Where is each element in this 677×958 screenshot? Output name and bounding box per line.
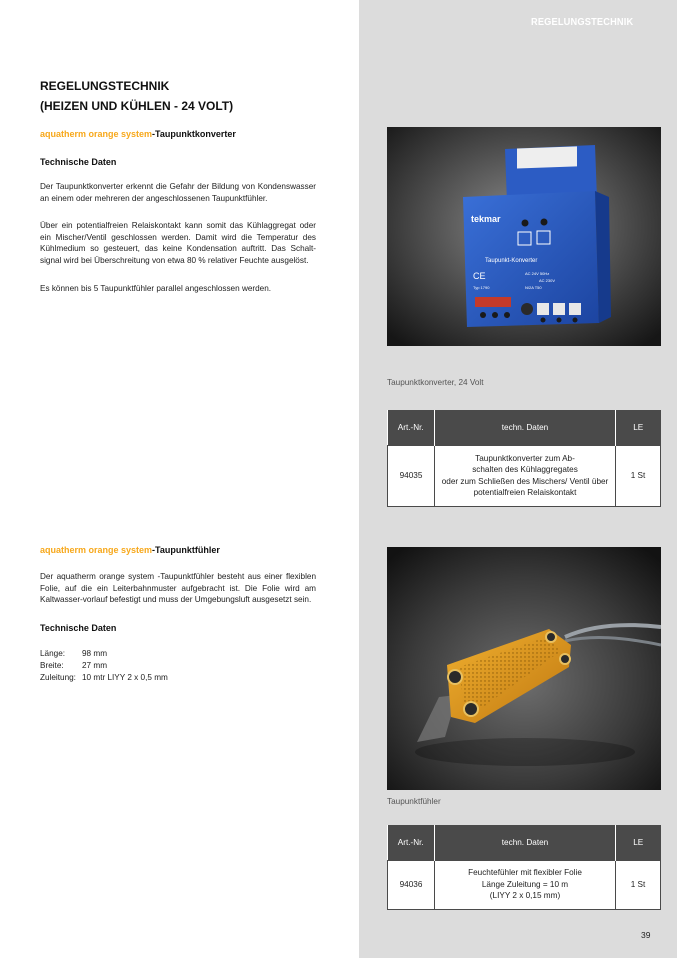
- cell-tech-data: [435, 445, 616, 506]
- product-name: -Taupunktfühler: [152, 545, 220, 555]
- table-header-row: [388, 410, 661, 445]
- page-title: [40, 76, 233, 116]
- cell-le: 1 St: [616, 860, 661, 909]
- product-name: -Taupunktkonverter: [152, 129, 236, 139]
- column-header-art-nr: Art.-Nr.: [388, 410, 435, 445]
- photo-caption: Taupunktfühler: [387, 797, 441, 806]
- paragraph: Der aquatherm orange system -Taupunktfühler besteht aus einer flexiblen Folie, auf die ein Leiterbahnmuster aufgebracht ist. Die Folie wird am Kaltwasser-vorlauf befestigt und muss der Umgebungsluft ausgesetzt sein.: [40, 572, 316, 604]
- photo-caption: Taupunktkonverter, 24 Volt: [387, 378, 484, 387]
- device-ce-mark: CE: [473, 271, 486, 281]
- spec-key: Zuleitung:: [40, 673, 76, 682]
- device-voltage-label: AC 230V: [539, 278, 556, 283]
- cell-tech-data: [435, 860, 616, 909]
- device-name-label: Taupunkt-Konverter: [485, 258, 538, 264]
- device-type-label: Typ 1790: [473, 285, 490, 290]
- column-header-le: LE: [616, 825, 661, 860]
- page-title-line-2: (HEIZEN UND KÜHLEN - 24 VOLT): [40, 99, 234, 113]
- paragraph: Der Taupunktkonverter erkennt die Gefahr der Bildung von Kondenswasser an einem oder mehreren der angeschlossenen Taupunktfühler.: [40, 182, 316, 203]
- page-number: 39: [641, 930, 651, 940]
- table-header-row: [388, 825, 661, 860]
- cell-line: potentialfreien Relaiskontakt: [473, 488, 577, 497]
- paragraph: Über ein potentialfreien Relaiskontakt kann somit das Kühlaggregat oder ein Mischer/Ventil geschlossen werden. Damit wird die Temperatur des Kühlmedium so gesteuert, das keine Kondensation auftritt. Das Schalt-signal wird bei Überschreitung von etwa 80 % relativer Feuchte ausgelöst.: [40, 221, 316, 265]
- paragraph: Es können bis 5 Taupunktfühler parallel angeschlossen werden.: [40, 284, 272, 293]
- column-header-art-nr: Art.-Nr.: [388, 825, 435, 860]
- cell-line: schalten des Kühlaggregates: [472, 465, 578, 474]
- sensor-photo: [387, 547, 661, 790]
- product-table-converter: [387, 410, 661, 507]
- spec-key: Breite:: [40, 661, 64, 670]
- cell-art-nr: 94036: [388, 860, 435, 909]
- device-voltage-label: N/2A T50: [525, 285, 542, 290]
- spec-value: 98 mm: [82, 649, 108, 658]
- spec-row-cable: [40, 672, 168, 684]
- product-heading-converter: [40, 129, 236, 139]
- spec-value: 27 mm: [82, 661, 108, 670]
- table-row: [388, 860, 661, 909]
- tech-data-heading: Technische Daten: [40, 623, 117, 633]
- product-heading-sensor: [40, 545, 220, 555]
- spec-row-length: [40, 648, 107, 660]
- cell-le: 1 St: [616, 445, 661, 506]
- cell-line: Taupunktkonverter zum Ab-: [475, 453, 575, 463]
- spec-row-width: [40, 660, 107, 672]
- table-row: [388, 445, 661, 506]
- page-title-line-1: REGELUNGSTECHNIK: [40, 79, 170, 93]
- converter-photo: [387, 127, 661, 346]
- cell-line: Länge Zuleitung = 10 m: [481, 879, 569, 889]
- device-brand-label: tekmar: [471, 214, 501, 224]
- brand-name: aquatherm orange system: [40, 129, 153, 139]
- cell-line: Feuchtefühler mit flexibler Folie: [468, 868, 582, 878]
- device-voltage-label: AC 24V 50Hz: [525, 271, 550, 276]
- cell-line: (LIYY 2 x 0,15 mm): [489, 891, 561, 901]
- column-header-tech-data: techn. Daten: [435, 410, 616, 445]
- brand-name: aquatherm orange system: [40, 545, 153, 555]
- spec-key: Länge:: [40, 649, 66, 658]
- cell-line: oder zum Schließen des Mischers/ Ventil über: [441, 476, 609, 486]
- tech-data-heading: Technische Daten: [40, 157, 117, 167]
- column-header-le: LE: [616, 410, 661, 445]
- spec-value: 10 mtr LIYY 2 x 0,5 mm: [82, 673, 168, 682]
- product-table-sensor: [387, 825, 661, 910]
- section-header-label: REGELUNGSTECHNIK: [530, 16, 633, 28]
- column-header-tech-data: techn. Daten: [435, 825, 616, 860]
- cell-art-nr: 94035: [388, 445, 435, 506]
